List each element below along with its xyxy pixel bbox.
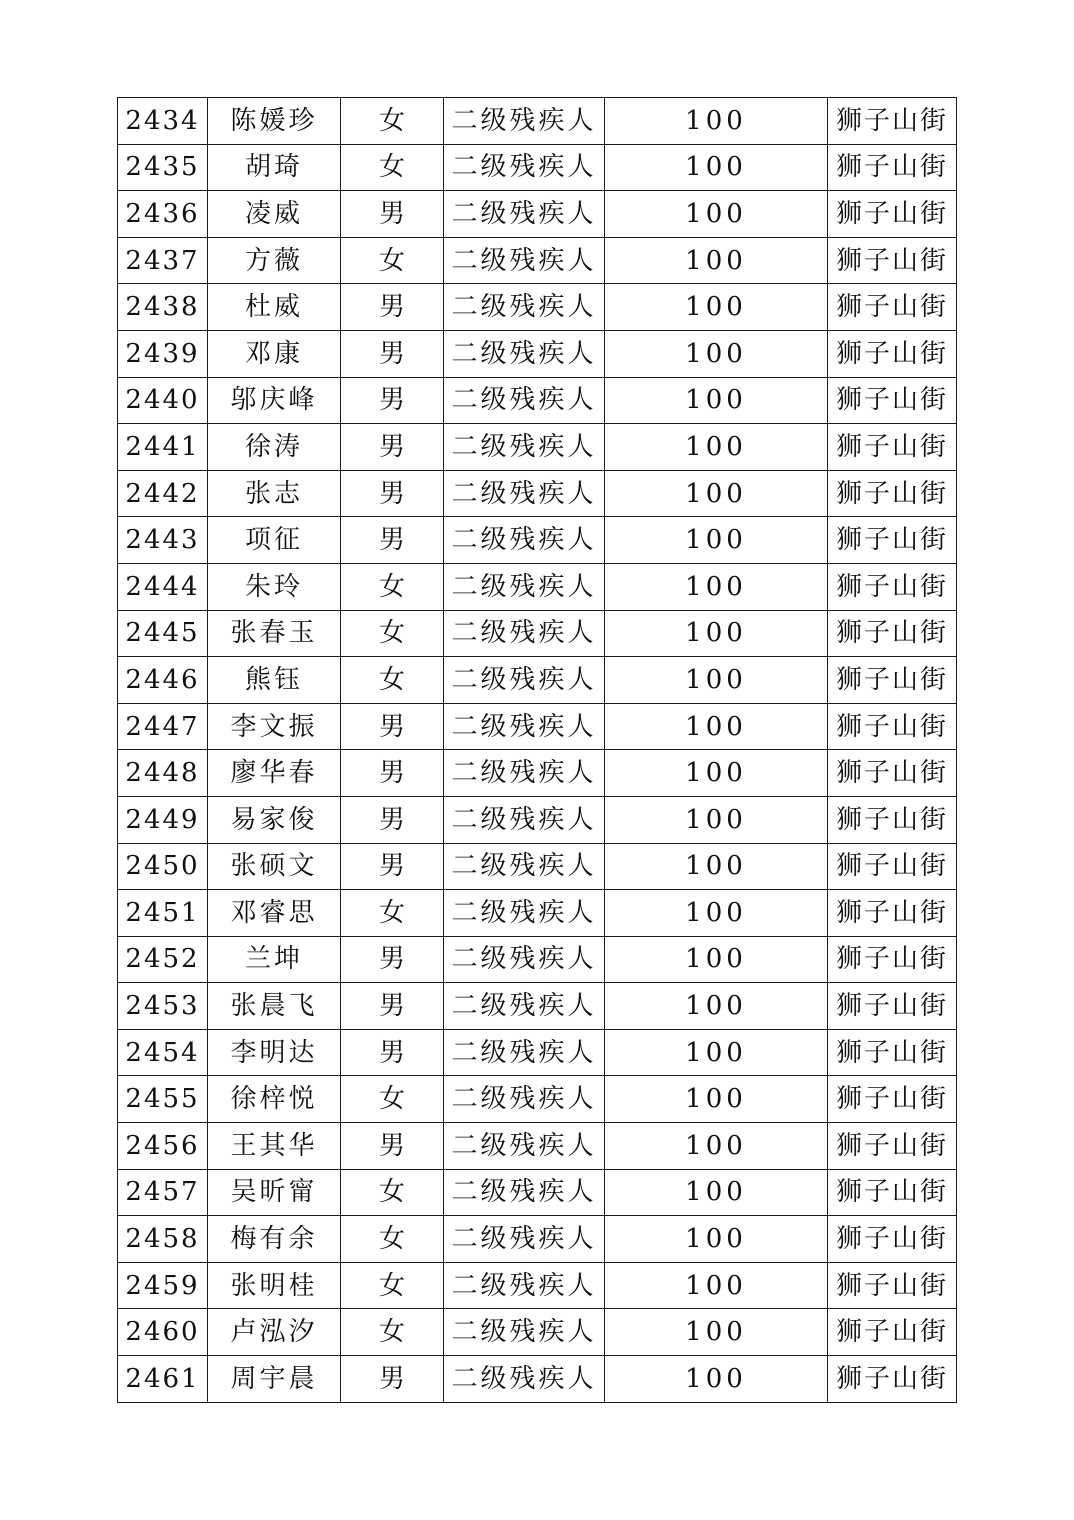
cell-gender: 女: [341, 657, 444, 704]
cell-amount: 100: [605, 1076, 828, 1123]
cell-name: 陈媛珍: [208, 98, 341, 145]
cell-gender: 男: [341, 750, 444, 797]
cell-street: 狮子山街: [828, 517, 957, 564]
cell-amount: 100: [605, 144, 828, 191]
cell-number: 2444: [118, 563, 208, 610]
cell-number: 2441: [118, 424, 208, 471]
table-row: [118, 1123, 957, 1170]
cell-number: 2439: [118, 330, 208, 377]
cell-gender: 女: [341, 1309, 444, 1356]
cell-name: 李文振: [208, 703, 341, 750]
table-row: [118, 983, 957, 1030]
cell-disability-level: 二级残疾人: [444, 843, 605, 890]
cell-gender: 女: [341, 890, 444, 937]
cell-street: 狮子山街: [828, 98, 957, 145]
cell-number: 2440: [118, 377, 208, 424]
table-row: [118, 330, 957, 377]
cell-amount: 100: [605, 610, 828, 657]
cell-street: 狮子山街: [828, 1169, 957, 1216]
cell-gender: 女: [341, 237, 444, 284]
cell-disability-level: 二级残疾人: [444, 563, 605, 610]
cell-name: 吴昕甯: [208, 1169, 341, 1216]
cell-number: 2449: [118, 796, 208, 843]
cell-number: 2434: [118, 98, 208, 145]
table-row: [118, 750, 957, 797]
cell-street: 狮子山街: [828, 610, 957, 657]
cell-gender: 女: [341, 563, 444, 610]
cell-street: 狮子山街: [828, 563, 957, 610]
cell-gender: 男: [341, 796, 444, 843]
cell-disability-level: 二级残疾人: [444, 936, 605, 983]
cell-number: 2454: [118, 1029, 208, 1076]
cell-name: 张明桂: [208, 1262, 341, 1309]
cell-amount: 100: [605, 98, 828, 145]
cell-name: 邬庆峰: [208, 377, 341, 424]
cell-gender: 女: [341, 1169, 444, 1216]
cell-disability-level: 二级残疾人: [444, 796, 605, 843]
cell-number: 2457: [118, 1169, 208, 1216]
cell-number: 2435: [118, 144, 208, 191]
cell-disability-level: 二级残疾人: [444, 1169, 605, 1216]
cell-name: 邓睿思: [208, 890, 341, 937]
cell-name: 廖华春: [208, 750, 341, 797]
cell-name: 徐涛: [208, 424, 341, 471]
cell-amount: 100: [605, 1356, 828, 1403]
table-row: [118, 843, 957, 890]
cell-disability-level: 二级残疾人: [444, 98, 605, 145]
cell-disability-level: 二级残疾人: [444, 284, 605, 331]
cell-street: 狮子山街: [828, 424, 957, 471]
cell-street: 狮子山街: [828, 796, 957, 843]
cell-street: 狮子山街: [828, 983, 957, 1030]
cell-disability-level: 二级残疾人: [444, 657, 605, 704]
cell-number: 2460: [118, 1309, 208, 1356]
cell-street: 狮子山街: [828, 377, 957, 424]
cell-gender: 女: [341, 1216, 444, 1263]
cell-gender: 男: [341, 330, 444, 377]
table-row: [118, 1262, 957, 1309]
cell-number: 2448: [118, 750, 208, 797]
cell-street: 狮子山街: [828, 750, 957, 797]
cell-amount: 100: [605, 377, 828, 424]
table-row: [118, 144, 957, 191]
cell-amount: 100: [605, 750, 828, 797]
cell-amount: 100: [605, 1309, 828, 1356]
cell-gender: 男: [341, 936, 444, 983]
cell-number: 2461: [118, 1356, 208, 1403]
cell-name: 方薇: [208, 237, 341, 284]
cell-number: 2446: [118, 657, 208, 704]
cell-amount: 100: [605, 563, 828, 610]
table-row: [118, 610, 957, 657]
cell-name: 张晨飞: [208, 983, 341, 1030]
cell-street: 狮子山街: [828, 1076, 957, 1123]
cell-disability-level: 二级残疾人: [444, 890, 605, 937]
cell-gender: 男: [341, 377, 444, 424]
cell-gender: 男: [341, 424, 444, 471]
roster-table: [117, 97, 957, 1403]
cell-name: 周宇晨: [208, 1356, 341, 1403]
cell-street: 狮子山街: [828, 1216, 957, 1263]
cell-name: 项征: [208, 517, 341, 564]
cell-street: 狮子山街: [828, 1356, 957, 1403]
cell-disability-level: 二级残疾人: [444, 330, 605, 377]
cell-amount: 100: [605, 703, 828, 750]
cell-amount: 100: [605, 191, 828, 238]
cell-name: 徐梓悦: [208, 1076, 341, 1123]
cell-street: 狮子山街: [828, 1262, 957, 1309]
cell-name: 朱玲: [208, 563, 341, 610]
cell-street: 狮子山街: [828, 330, 957, 377]
cell-gender: 女: [341, 144, 444, 191]
table-row: [118, 284, 957, 331]
cell-number: 2437: [118, 237, 208, 284]
cell-disability-level: 二级残疾人: [444, 1262, 605, 1309]
cell-street: 狮子山街: [828, 1029, 957, 1076]
cell-gender: 男: [341, 1356, 444, 1403]
cell-street: 狮子山街: [828, 936, 957, 983]
table-row: [118, 657, 957, 704]
cell-street: 狮子山街: [828, 657, 957, 704]
cell-amount: 100: [605, 330, 828, 377]
cell-name: 胡琦: [208, 144, 341, 191]
roster-body: [118, 98, 957, 1403]
table-row: [118, 1169, 957, 1216]
cell-amount: 100: [605, 470, 828, 517]
cell-disability-level: 二级残疾人: [444, 983, 605, 1030]
cell-street: 狮子山街: [828, 191, 957, 238]
cell-gender: 男: [341, 1029, 444, 1076]
table-row: [118, 1029, 957, 1076]
cell-name: 邓康: [208, 330, 341, 377]
cell-amount: 100: [605, 517, 828, 564]
cell-street: 狮子山街: [828, 890, 957, 937]
cell-disability-level: 二级残疾人: [444, 377, 605, 424]
cell-street: 狮子山街: [828, 144, 957, 191]
cell-number: 2450: [118, 843, 208, 890]
table-row: [118, 1216, 957, 1263]
cell-name: 凌威: [208, 191, 341, 238]
cell-disability-level: 二级残疾人: [444, 424, 605, 471]
cell-name: 卢泓汐: [208, 1309, 341, 1356]
cell-disability-level: 二级残疾人: [444, 517, 605, 564]
cell-disability-level: 二级残疾人: [444, 1123, 605, 1170]
cell-name: 张春玉: [208, 610, 341, 657]
cell-amount: 100: [605, 424, 828, 471]
cell-name: 杜威: [208, 284, 341, 331]
cell-number: 2442: [118, 470, 208, 517]
table-row: [118, 796, 957, 843]
cell-gender: 男: [341, 1123, 444, 1170]
cell-gender: 女: [341, 1262, 444, 1309]
cell-disability-level: 二级残疾人: [444, 610, 605, 657]
cell-disability-level: 二级残疾人: [444, 1216, 605, 1263]
cell-amount: 100: [605, 843, 828, 890]
table-row: [118, 237, 957, 284]
cell-number: 2436: [118, 191, 208, 238]
table-row: [118, 98, 957, 145]
cell-number: 2438: [118, 284, 208, 331]
cell-number: 2452: [118, 936, 208, 983]
cell-disability-level: 二级残疾人: [444, 191, 605, 238]
cell-disability-level: 二级残疾人: [444, 1309, 605, 1356]
cell-gender: 男: [341, 191, 444, 238]
cell-disability-level: 二级残疾人: [444, 703, 605, 750]
cell-gender: 男: [341, 284, 444, 331]
cell-gender: 男: [341, 470, 444, 517]
cell-gender: 男: [341, 983, 444, 1030]
cell-number: 2453: [118, 983, 208, 1030]
cell-street: 狮子山街: [828, 703, 957, 750]
cell-amount: 100: [605, 657, 828, 704]
table-row: [118, 470, 957, 517]
table-row: [118, 1076, 957, 1123]
cell-amount: 100: [605, 1029, 828, 1076]
cell-amount: 100: [605, 1216, 828, 1263]
cell-gender: 男: [341, 517, 444, 564]
cell-amount: 100: [605, 237, 828, 284]
table-row: [118, 563, 957, 610]
cell-name: 李明达: [208, 1029, 341, 1076]
cell-gender: 男: [341, 703, 444, 750]
cell-name: 兰坤: [208, 936, 341, 983]
cell-number: 2445: [118, 610, 208, 657]
cell-name: 张硕文: [208, 843, 341, 890]
cell-gender: 女: [341, 98, 444, 145]
cell-name: 王其华: [208, 1123, 341, 1170]
table-row: [118, 191, 957, 238]
cell-street: 狮子山街: [828, 1309, 957, 1356]
cell-disability-level: 二级残疾人: [444, 1076, 605, 1123]
cell-amount: 100: [605, 983, 828, 1030]
table-row: [118, 1356, 957, 1403]
cell-street: 狮子山街: [828, 470, 957, 517]
cell-name: 张志: [208, 470, 341, 517]
cell-disability-level: 二级残疾人: [444, 144, 605, 191]
table-row: [118, 1309, 957, 1356]
cell-number: 2451: [118, 890, 208, 937]
cell-street: 狮子山街: [828, 1123, 957, 1170]
cell-gender: 男: [341, 843, 444, 890]
cell-number: 2456: [118, 1123, 208, 1170]
cell-amount: 100: [605, 1123, 828, 1170]
table-row: [118, 377, 957, 424]
cell-number: 2443: [118, 517, 208, 564]
table-row: [118, 890, 957, 937]
cell-disability-level: 二级残疾人: [444, 1356, 605, 1403]
cell-number: 2447: [118, 703, 208, 750]
cell-amount: 100: [605, 796, 828, 843]
cell-disability-level: 二级残疾人: [444, 1029, 605, 1076]
cell-disability-level: 二级残疾人: [444, 750, 605, 797]
cell-amount: 100: [605, 1169, 828, 1216]
cell-name: 易家俊: [208, 796, 341, 843]
cell-name: 熊钰: [208, 657, 341, 704]
cell-amount: 100: [605, 936, 828, 983]
table-row: [118, 424, 957, 471]
cell-gender: 女: [341, 610, 444, 657]
table-row: [118, 936, 957, 983]
cell-number: 2459: [118, 1262, 208, 1309]
cell-name: 梅有余: [208, 1216, 341, 1263]
cell-number: 2458: [118, 1216, 208, 1263]
cell-street: 狮子山街: [828, 843, 957, 890]
cell-street: 狮子山街: [828, 237, 957, 284]
cell-disability-level: 二级残疾人: [444, 237, 605, 284]
cell-street: 狮子山街: [828, 284, 957, 331]
cell-amount: 100: [605, 890, 828, 937]
cell-disability-level: 二级残疾人: [444, 470, 605, 517]
table-row: [118, 703, 957, 750]
cell-amount: 100: [605, 284, 828, 331]
table-row: [118, 517, 957, 564]
cell-amount: 100: [605, 1262, 828, 1309]
cell-gender: 女: [341, 1076, 444, 1123]
cell-number: 2455: [118, 1076, 208, 1123]
